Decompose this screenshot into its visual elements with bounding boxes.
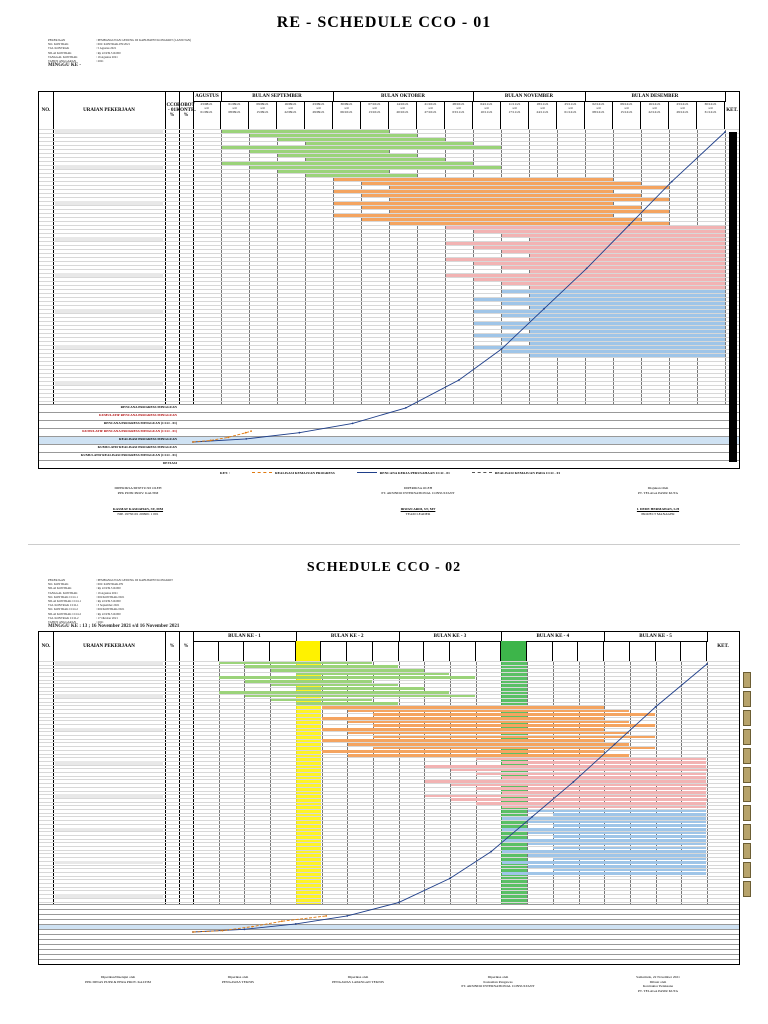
info-key: PEKERJAAN — [48, 38, 66, 42]
col-bobot-header: BOBOT KONTR. % — [179, 92, 194, 129]
week-date: 23/12/21 — [676, 102, 689, 106]
info-key: TANGGAL KONTRAK — [48, 590, 78, 595]
week-date: 09/09/21 — [256, 102, 269, 106]
project-info — [48, 38, 268, 68]
s-curve-point — [671, 181, 673, 183]
col-pct1-header: % — [165, 632, 180, 661]
s-curve-point — [398, 902, 400, 904]
s-curve-line — [193, 132, 725, 442]
week-date: 15/12/21 — [620, 110, 633, 114]
s-curve-point — [586, 268, 588, 270]
legend-label: REALISASI KEMAJUAN PADA CCO - 01 — [494, 471, 561, 475]
summary-row-label: KUMULATIF RENCANA PROGRESS MINGGUAN — [99, 413, 177, 417]
signature-block — [588, 486, 728, 516]
col-cco-header: CCO - 01 % — [165, 92, 180, 129]
month-header: BULAN KE - 4 — [501, 632, 605, 642]
week-date: 30/09/21 — [340, 102, 353, 106]
info-key: TAHUN ANGGARAN — [48, 59, 77, 64]
week-date: s/d — [568, 106, 573, 110]
info-value: : 5 Agustus 2021 — [96, 46, 117, 51]
month-header: BULAN SEPTEMBER — [221, 92, 334, 102]
signature-role: PENGAWAS LAPANGAN TEKNIS — [332, 979, 384, 984]
week-date: 31/12/21 — [704, 110, 717, 114]
week-date: 29/12/21 — [676, 110, 689, 114]
week-date: 28/10/21 — [452, 102, 465, 106]
signature-role: Samarinda, 22 November 2021 — [636, 975, 680, 979]
info-value: : 602/KONTRAK/2021 — [96, 607, 125, 612]
s-curve-point — [222, 930, 224, 932]
col-ket-header: KET. — [726, 108, 738, 113]
s-curve-point — [655, 706, 657, 708]
summary-row-label: KUMULATIF RENCANA PROGRESS MINGGUAN (CCO - 01) — [82, 429, 177, 433]
week-date: s/d — [288, 106, 293, 110]
info-key: NILAI KONTRAK — [48, 50, 72, 55]
month-header: BULAN KE - 1 — [193, 632, 297, 642]
info-value: : 2021 — [96, 59, 104, 64]
info-key: TAHUN ANGGARAN — [48, 620, 77, 625]
week-date: s/d — [652, 106, 657, 110]
s-curve-point — [572, 781, 574, 783]
s-curve-point — [449, 878, 451, 880]
signature-block — [428, 975, 568, 989]
info-value: : 602/KONTRAK/2021 — [96, 594, 125, 599]
s-curve-point — [543, 308, 545, 310]
signature-role: Kontraktor Pelaksana — [642, 984, 674, 988]
month-header: BULAN NOVEMBER — [473, 92, 586, 102]
s-curve-point — [352, 423, 354, 425]
signature-role: Diperiksa/Disetujui oleh — [100, 975, 136, 979]
col-no-header: NO. — [39, 632, 54, 661]
week-date: s/d — [400, 106, 405, 110]
s-curve-point — [281, 920, 283, 922]
ket-marker — [743, 862, 751, 878]
summary-row-label: KUMULATIF REALISASI PROGRESS MINGGUAN (CCO - 01) — [80, 453, 177, 457]
week-date: 30/12/21 — [704, 102, 717, 106]
info-value: : 3 September 2021 — [96, 603, 120, 608]
signature-role: Diperiksa oleh — [487, 975, 509, 979]
s-curve-point — [346, 915, 348, 917]
signature-id: TEAM LEADER — [405, 511, 431, 516]
signature-role: PPK PUPR PROV. KALTIM — [117, 490, 159, 495]
month-header: BULAN KE - 3 — [399, 632, 503, 642]
info-row — [48, 59, 268, 63]
week-date: s/d — [316, 106, 321, 110]
s-curve — [39, 92, 739, 468]
signature-block — [168, 975, 308, 984]
week-date: s/d — [456, 106, 461, 110]
ket-marker — [743, 672, 751, 688]
signature-role: DIPERIKSA/DISETUJUI OLEH — [114, 486, 162, 490]
info-value: : 16 Agustus 2021 — [96, 590, 118, 595]
week-date: 27/10/21 — [424, 110, 437, 114]
week-date: s/d — [484, 106, 489, 110]
signature-role: PPK DINAS PUPR & PERA PROV. KALTIM — [85, 979, 151, 984]
signature-role: PT. TELAGA PASIR KUTA — [637, 490, 679, 495]
info-value: : 602/ KONTRAK-PN — [96, 582, 124, 587]
signature-id: PROJECT MANAGER — [641, 511, 675, 516]
info-key: TGL KONTRAK — [48, 46, 70, 51]
week-date: 23/08/21 — [200, 102, 213, 106]
week-date: s/d — [708, 106, 713, 110]
minggu-ke: MINGGU KE - — [48, 63, 82, 69]
s-curve-point — [295, 923, 297, 925]
week-date: 22/12/21 — [648, 110, 661, 114]
legend — [220, 471, 560, 475]
info-key: TGL KONTRAK CCO-1 — [48, 603, 79, 608]
s-curve-point — [724, 131, 726, 133]
s-curve-point — [244, 928, 246, 930]
week-date: 23/09/21 — [312, 102, 325, 106]
month-header: BULAN OKTOBER — [333, 92, 474, 102]
col-ket-header: KET. — [717, 644, 729, 649]
ket-marker — [743, 786, 751, 802]
info-key: NILAI KONTRAK CCO-2 — [48, 611, 81, 616]
info-key: NO. KONTRAK CCO-1 — [48, 594, 78, 599]
info-key: NILAI KONTRAK — [48, 586, 72, 591]
week-date: 22/09/21 — [284, 110, 297, 114]
ket-marker — [743, 881, 751, 897]
signature-block — [588, 975, 728, 993]
ket-marker — [743, 767, 751, 783]
s-curve-point — [614, 744, 616, 746]
month-header: AGUSTUS — [193, 92, 222, 102]
schedule-grid — [38, 631, 740, 965]
s-curve-point — [245, 432, 247, 434]
s-curve-point — [628, 224, 630, 226]
week-date: 07/10/21 — [368, 102, 381, 106]
signature-block — [348, 486, 488, 516]
ket-marker — [743, 691, 751, 707]
week-date: 14/10/21 — [396, 102, 409, 106]
col-uraian-header: URAIAN PEKERJAAN — [53, 632, 166, 661]
legend-swatch — [472, 472, 492, 473]
info-key: PEKERJAAN — [48, 578, 66, 582]
week-date: 24/11/21 — [536, 110, 549, 114]
week-date: 01/12/21 — [564, 110, 577, 114]
sheet-title: SCHEDULE CCO - 02 — [306, 560, 462, 575]
s-curve-point — [490, 851, 492, 853]
signature-name: KASMAT KASDAHAN, ST, MM — [112, 507, 164, 511]
s-curve-point — [245, 438, 247, 440]
legend-label: RENCANA KERJA PERUSAHAAN CCO - 01 — [379, 471, 450, 475]
legend-swatch — [357, 472, 377, 473]
info-value: : PEMBANGUNAN GEDUNG DI KABUPATEN KONGKRIT (LANJUTAN) — [96, 38, 192, 42]
week-date: 10/11/21 — [480, 110, 493, 114]
week-date: s/d — [344, 106, 349, 110]
week-date: 21/10/21 — [424, 102, 437, 106]
info-value: : Rp 22.939.519.000 — [96, 50, 121, 55]
info-value: : 16 Agustus 2021 — [96, 54, 118, 59]
week-date: 25/11/21 — [564, 102, 577, 106]
ket-marker — [743, 710, 751, 726]
summary-row-label: DEVIASI — [162, 461, 177, 465]
signature-role: Diajukan Oleh — [647, 486, 669, 490]
week-date: 16/12/21 — [648, 102, 661, 106]
s-curve-point — [405, 407, 407, 409]
col-uraian-header: URAIAN PEKERJAAN — [53, 92, 166, 129]
s-curve-point — [299, 432, 301, 434]
week-date: s/d — [204, 106, 209, 110]
week-date: 01/09/21 — [228, 102, 241, 106]
week-date: 17/11/21 — [508, 110, 521, 114]
sheet-title: RE - SCHEDULE CCO - 01 — [276, 14, 492, 31]
info-value: : 17 Oktober 2021 — [96, 615, 118, 620]
schedule-sheet-cco-01 — [28, 14, 740, 545]
summary-row-label: RENCANA PROGRESS MINGGUAN — [120, 405, 177, 409]
col-no-header: NO. — [39, 92, 54, 129]
signature-block — [48, 975, 188, 984]
signature-role: Diperiksa oleh — [347, 975, 369, 979]
s-curve-point — [250, 430, 252, 432]
info-value: : 2021 — [96, 620, 104, 625]
ket-marker — [743, 824, 751, 840]
week-date: s/d — [428, 106, 433, 110]
week-date: 06/10/21 — [340, 110, 353, 114]
s-curve-line — [193, 664, 707, 932]
week-date: 03/11/21 — [452, 110, 465, 114]
info-value: : Rp 22.939.519.000 — [96, 586, 121, 591]
s-curve-point — [251, 926, 253, 928]
week-date: 02/12/21 — [592, 102, 605, 106]
info-key: TGL KONTRAK CCO-2 — [48, 615, 79, 620]
signature-role: PENGAWAS TEKNIS — [221, 979, 255, 984]
s-curve-point — [501, 348, 503, 350]
signature-role: PT. ARSINDO INTERNATIONAL CONSULTANT — [461, 984, 535, 988]
week-date: 15/09/21 — [256, 110, 269, 114]
s-curve-point — [210, 440, 212, 442]
s-curve-point — [192, 931, 194, 933]
info-value: : PEMBANGUNAN GEDUNG DI KABUPATEN KONGKRIT — [96, 578, 173, 582]
ket-marker — [743, 843, 751, 859]
week-date: s/d — [512, 106, 517, 110]
info-value: : Rp 22.939.519.000 — [96, 611, 121, 616]
signature-block — [68, 486, 208, 516]
week-date: 29/09/21 — [312, 110, 325, 114]
week-date: s/d — [540, 106, 545, 110]
minggu-ke: MINGGU KE : 13 ; 16 November 2021 s/d 16 November 2021 — [48, 624, 180, 630]
s-curve-point — [458, 379, 460, 381]
info-value: : 602/ KONTRAK-PN/2021 — [96, 42, 131, 47]
s-curve — [39, 632, 739, 964]
week-date: 16/09/21 — [284, 102, 297, 106]
s-curve-point — [706, 663, 708, 665]
month-header: BULAN KE - 5 — [604, 632, 708, 642]
s-curve-line — [193, 916, 326, 932]
signature-block — [288, 975, 428, 984]
week-date: s/d — [624, 106, 629, 110]
s-curve-point — [325, 915, 327, 917]
summary-row-label: KUMULATIF REALISASI PROGRESS MINGGUAN — [97, 445, 177, 449]
signature-role: DIPERIKSA OLEH — [403, 486, 433, 490]
week-date: 13/10/21 — [368, 110, 381, 114]
week-date: 08/09/21 — [228, 110, 241, 114]
info-key: NILAI KONTRAK CCO-1 — [48, 599, 81, 604]
summary-row-label: RENCANA PROGRESS MINGGUAN (CCO - 01) — [103, 421, 177, 425]
week-date: s/d — [596, 106, 601, 110]
week-date: s/d — [232, 106, 237, 110]
week-date: s/d — [260, 106, 265, 110]
signature-id: NIP. 19750101 200901 1 001 — [117, 511, 159, 516]
summary-row-label: REALISASI PROGRESS MINGGUAN — [119, 437, 177, 441]
legend-label: REALISASI KEMAJUAN PROGRESS — [275, 471, 335, 475]
signature-role: PT. TELAGA PASIR KUTA — [637, 988, 679, 993]
week-date: 09/12/21 — [620, 102, 633, 106]
legend-key: KET. : — [220, 471, 231, 475]
signature-name: IRWAN ARDI, ST, MT — [400, 507, 436, 511]
ket-column-fill — [729, 132, 737, 462]
info-value: : Rp 22.939.519.000 — [96, 599, 121, 604]
info-key: NO. KONTRAK CCO-2 — [48, 607, 78, 612]
ket-marker — [743, 729, 751, 745]
week-date: 20/10/21 — [396, 110, 409, 114]
ket-side-markers — [743, 672, 751, 900]
col-pct2-header: % — [179, 632, 194, 661]
legend-swatch — [252, 472, 272, 473]
signature-role: PT. ARSINDO INTERNATIONAL CONSULTANT — [381, 490, 455, 495]
signature-name: I. DEDE HERMAWAN, S.H — [636, 507, 680, 511]
project-info — [48, 578, 268, 629]
schedule-grid — [38, 91, 740, 469]
week-date: 11/11/21 — [508, 102, 521, 106]
ket-marker — [743, 805, 751, 821]
info-key: NO. KONTRAK — [48, 42, 69, 47]
month-header: BULAN DESEMBER — [585, 92, 726, 102]
week-date: 01/09/21 — [200, 110, 213, 114]
week-date: 08/12/21 — [592, 110, 605, 114]
s-curve-point — [531, 816, 533, 818]
info-key: TANGGAL KONTRAK — [48, 54, 78, 59]
s-curve-point — [227, 436, 229, 438]
week-date: 18/11/21 — [536, 102, 549, 106]
week-date: s/d — [372, 106, 377, 110]
week-date: 04/11/21 — [480, 102, 493, 106]
signature-role: Dibuat oleh — [649, 979, 667, 984]
s-curve-point — [192, 441, 194, 443]
month-header: BULAN KE - 2 — [296, 632, 400, 642]
signature-role: Konsultan Pengawas — [483, 979, 513, 984]
week-date: s/d — [680, 106, 685, 110]
info-key: NO. KONTRAK — [48, 582, 69, 587]
ket-marker — [743, 748, 751, 764]
signature-role: Diperiksa oleh — [227, 975, 249, 979]
schedule-sheet-cco-02 — [28, 560, 740, 1016]
